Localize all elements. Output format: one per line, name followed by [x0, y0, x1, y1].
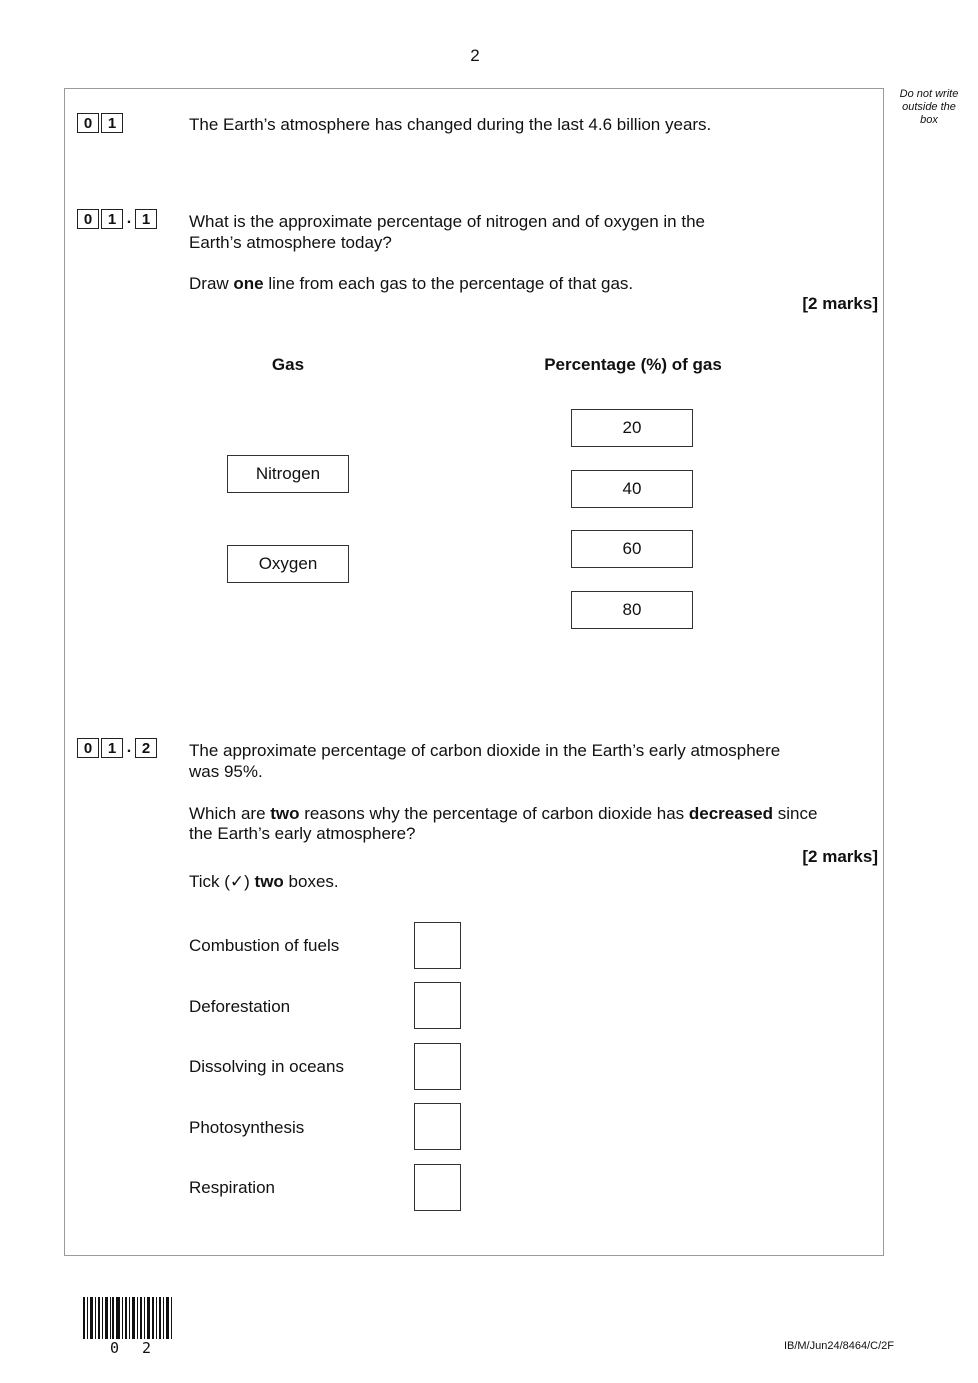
- tick-instruction: [189, 872, 339, 892]
- tick-text: Tick (✓): [189, 872, 255, 891]
- tick-box-combustion[interactable]: [414, 922, 461, 969]
- question-digit: 2: [135, 738, 157, 758]
- answer-frame: [64, 88, 884, 1256]
- gas-box-oxygen[interactable]: Oxygen: [227, 545, 349, 583]
- tick-emphasis: two: [254, 872, 284, 891]
- question-number-01: [77, 113, 123, 133]
- question-digit: 1: [101, 738, 123, 758]
- percentage-box-20[interactable]: 20: [571, 409, 693, 447]
- question-digit: 0: [77, 209, 99, 229]
- percentage-box-60[interactable]: 60: [571, 530, 693, 568]
- question-text: reasons why the percentage of carbon dioxide has: [299, 804, 689, 823]
- question-dot: .: [126, 739, 132, 756]
- tick-box-dissolving[interactable]: [414, 1043, 461, 1090]
- percentage-box-40[interactable]: 40: [571, 470, 693, 508]
- question-digit: 0: [77, 113, 99, 133]
- tick-box-photosynthesis[interactable]: [414, 1103, 461, 1150]
- paper-code: IB/M/Jun24/8464/C/2F: [783, 1340, 894, 1352]
- question-01-2-text-line1: The approximate percentage of carbon dioxide in the Earth’s early atmosphere: [189, 741, 781, 760]
- question-01-1-text-line1: What is the approximate percentage of nitrogen and of oxygen in the: [189, 212, 705, 231]
- percentage-box-80[interactable]: 80: [571, 591, 693, 629]
- question-dot: .: [126, 210, 132, 227]
- question-number-01-1: [77, 209, 157, 229]
- question-01-1-instruction: [189, 274, 633, 294]
- question-digit: 1: [101, 209, 123, 229]
- question-digit: 1: [135, 209, 157, 229]
- barcode-number: 0 2: [110, 1339, 159, 1357]
- gas-box-nitrogen[interactable]: Nitrogen: [227, 455, 349, 493]
- question-01-2-question-line2: the Earth’s early atmosphere?: [189, 824, 416, 843]
- gas-heading: Gas: [271, 355, 305, 374]
- question-01-2-question: [189, 804, 817, 824]
- tick-box-deforestation[interactable]: [414, 982, 461, 1029]
- question-digit: 1: [101, 113, 123, 133]
- question-digit: 0: [77, 738, 99, 758]
- question-text: since: [773, 804, 818, 823]
- tick-text: boxes.: [283, 872, 339, 891]
- option-label: Photosynthesis: [189, 1118, 305, 1137]
- instruction-emphasis: one: [233, 274, 264, 293]
- question-emphasis: decreased: [688, 804, 774, 823]
- question-text: Which are: [189, 804, 271, 823]
- question-01-text: The Earth’s atmosphere has changed during the last 4.6 billion years.: [189, 115, 712, 134]
- question-01-1-text-line2: Earth’s atmosphere today?: [189, 233, 392, 252]
- page-number: 2: [470, 46, 480, 65]
- percentage-heading: Percentage (%) of gas: [544, 355, 722, 374]
- option-label: Respiration: [189, 1178, 275, 1197]
- barcode: [83, 1297, 173, 1344]
- question-emphasis: two: [270, 804, 300, 823]
- question-01-2-text-line2: was 95%.: [189, 762, 263, 781]
- marks-label: [2 marks]: [802, 847, 878, 866]
- marks-label: [2 marks]: [802, 294, 878, 313]
- instruction-text: Draw: [189, 274, 234, 293]
- margin-note: Do not write outside the box: [899, 88, 959, 126]
- option-label: Dissolving in oceans: [189, 1057, 344, 1076]
- instruction-text: line from each gas to the percentage of that gas.: [263, 274, 634, 293]
- tick-box-respiration[interactable]: [414, 1164, 461, 1211]
- question-number-01-2: [77, 738, 157, 758]
- option-label: Combustion of fuels: [189, 936, 340, 955]
- option-label: Deforestation: [189, 997, 291, 1016]
